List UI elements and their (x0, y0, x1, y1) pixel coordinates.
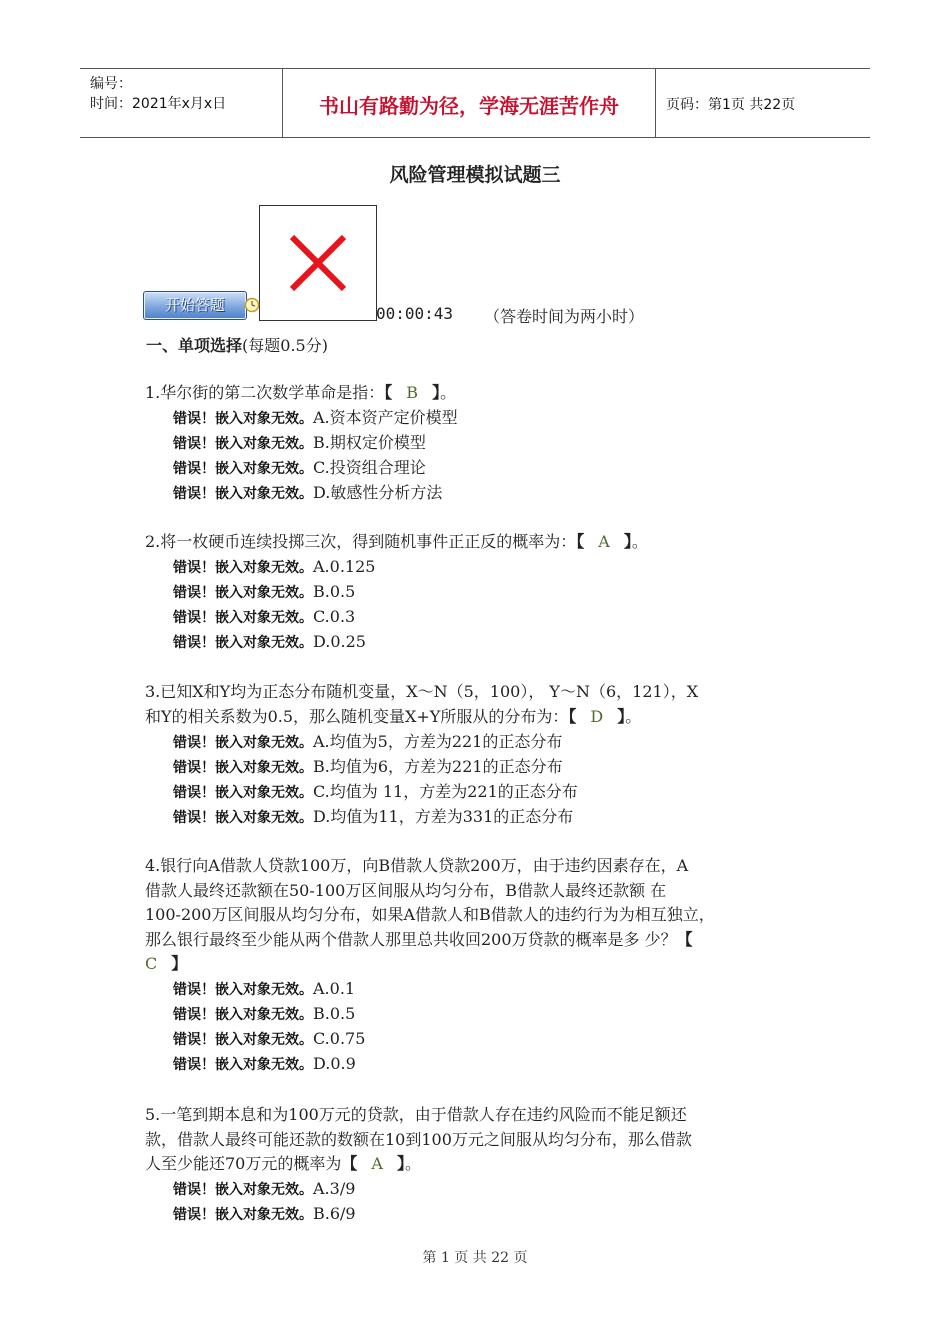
option-text: B.均值为6，方差为221的正态分布 (313, 756, 563, 776)
option-row[interactable] (173, 805, 573, 830)
embed-error-text: 错误！嵌入对象无效。 (173, 982, 313, 998)
option-text: A.3/9 (313, 1179, 356, 1198)
header-page-info: 页码：第1页 共22页 (666, 97, 796, 113)
bracket-open: 【 (568, 706, 577, 726)
question-stem (145, 680, 805, 729)
option-row[interactable] (173, 1177, 355, 1202)
option-row[interactable] (173, 605, 355, 630)
bracket-open: 【 (341, 1154, 358, 1173)
question-text-line: 借款人最终还款额在50-100万区间服从均匀分布，B借款人最终还款额 在 (145, 880, 667, 900)
broken-image-x-icon (288, 233, 348, 293)
section-heading (146, 333, 328, 356)
question-text-line: 100-200万区间服从均匀分布，如果A借款人和B借款人的违约行为为相互独立， (145, 905, 715, 924)
option-text: C.均值为 11，方差为221的正态分布 (313, 781, 578, 801)
option-row[interactable] (173, 730, 562, 755)
embed-error-text: 错误！嵌入对象无效。 (173, 486, 313, 502)
embed-error-text: 错误！嵌入对象无效。 (173, 1057, 313, 1073)
countdown-timer: 00:00:43 (376, 304, 454, 323)
question-stem (145, 854, 805, 977)
sentence-end: 。 (631, 532, 648, 551)
answer-letter: D (590, 706, 604, 726)
option-row[interactable] (173, 755, 563, 780)
bracket-close: 】 (396, 1154, 405, 1173)
answer-letter: B (406, 383, 419, 402)
option-text: D.0.9 (313, 1054, 356, 1073)
option-text: A.0.125 (313, 557, 376, 576)
embed-error-text: 错误！嵌入对象无效。 (173, 461, 313, 477)
embed-error-text: 错误！嵌入对象无效。 (173, 436, 313, 452)
document-number-label: 编号： (90, 76, 132, 92)
start-answer-button[interactable]: 开始答题 (143, 291, 247, 320)
time-limit-note: （答卷时间为两小时） (484, 307, 645, 326)
option-text: A.均值为5，方差为221的正态分布 (313, 731, 563, 751)
option-row[interactable] (173, 1052, 356, 1077)
question-text-line: 1.华尔街的第二次数学革命是指： (145, 383, 385, 402)
option-text: C.投资组合理论 (313, 458, 426, 477)
question-text-line: 款，借款人最终可能还款的数额在10到100万元之间服从均匀分布，那么借款 (145, 1129, 692, 1149)
answer-letter: A (371, 1154, 383, 1173)
sentence-end: 。 (440, 383, 457, 402)
option-text: A.资本资产定价模型 (313, 408, 458, 427)
bracket-close: 】 (171, 954, 188, 973)
option-text: B.6/9 (313, 1204, 356, 1223)
document-title: 风险管理模拟试题三 (389, 164, 561, 186)
question-text-line: 人至少能还70万元的概率为 (145, 1154, 342, 1173)
option-row[interactable] (173, 580, 355, 605)
header-page-cell (656, 69, 870, 137)
option-text: C.0.3 (313, 607, 356, 626)
embed-error-text: 错误！嵌入对象无效。 (173, 585, 313, 601)
embed-error-text: 错误！嵌入对象无效。 (173, 1182, 313, 1198)
sentence-end: 。 (625, 706, 642, 726)
question-text-line: 3.已知X和Y均为正态分布随机变量，X～N（5，100）， Y～N（6，121），X (145, 682, 699, 701)
option-row[interactable] (173, 1202, 356, 1227)
option-text: B.0.5 (313, 582, 356, 601)
section-score-note: (每题0.5分) (242, 336, 328, 355)
embed-error-text: 错误！嵌入对象无效。 (173, 734, 313, 751)
option-text: B.0.5 (313, 1004, 356, 1023)
option-row[interactable] (173, 977, 355, 1002)
bracket-open: 【 (576, 532, 585, 551)
embed-error-text: 错误！嵌入对象无效。 (173, 784, 313, 801)
bracket-close: 】 (617, 706, 626, 726)
embed-error-text: 错误！嵌入对象无效。 (173, 1032, 313, 1048)
embed-error-text: 错误！嵌入对象无效。 (173, 1207, 313, 1223)
bracket-close: 】 (432, 383, 441, 402)
sentence-end: 。 (404, 1154, 421, 1173)
bracket-open: 【 (384, 383, 393, 402)
bracket-close: 】 (623, 532, 632, 551)
option-row[interactable] (173, 780, 578, 805)
option-text: C.0.75 (313, 1029, 366, 1048)
option-row[interactable] (173, 555, 375, 580)
option-row[interactable] (173, 431, 426, 456)
header-motto-cell (282, 69, 656, 137)
embed-error-text: 错误！嵌入对象无效。 (173, 610, 313, 626)
question-text-line: 那么银行最终至少能从两个借款人那里总共收回200万贷款的概率是多 少？ (145, 929, 677, 949)
bracket-open: 【 (676, 929, 693, 949)
option-row[interactable] (173, 630, 366, 655)
question-stem (145, 530, 805, 555)
answer-letter: C (145, 954, 158, 973)
page-footer: 第 1 页 共 22 页 (422, 1250, 528, 1266)
answer-letter: A (598, 532, 610, 551)
option-row[interactable] (173, 456, 426, 481)
embed-error-text: 错误！嵌入对象无效。 (173, 560, 313, 576)
option-text: B.期权定价模型 (313, 433, 426, 452)
embed-error-text: 错误！嵌入对象无效。 (173, 635, 313, 651)
embed-error-text: 错误！嵌入对象无效。 (173, 759, 313, 776)
question-text-line: 4.银行向A借款人贷款100万，向B借款人贷款200万，由于违约因素存在，A (145, 856, 689, 875)
option-text: A.0.1 (313, 979, 356, 998)
clock-icon (244, 297, 260, 313)
question-text-line: 2.将一枚硬币连续投掷三次，得到随机事件正正反的概率为： (145, 532, 577, 551)
document-date-label: 时间：2021年x月x日 (90, 96, 227, 112)
option-text: D.敏感性分析方法 (313, 483, 443, 502)
option-row[interactable] (173, 406, 458, 431)
section-title: 一、单项选择 (146, 336, 243, 355)
embed-error-text: 错误！嵌入对象无效。 (173, 809, 313, 826)
option-row[interactable] (173, 481, 442, 506)
embed-error-text: 错误！嵌入对象无效。 (173, 1007, 313, 1023)
option-text: D.0.25 (313, 632, 366, 651)
option-text: D.均值为11，方差为331的正态分布 (313, 806, 574, 826)
embed-error-text: 错误！嵌入对象无效。 (173, 411, 313, 427)
document-header (80, 68, 870, 138)
header-meta-cell (80, 69, 282, 137)
question-text-line: 5.一笔到期本息和为100万元的贷款，由于借款人存在违约风险而不能足额还 (145, 1105, 687, 1124)
question-text-line: 和Y的相关系数为0.5，那么随机变量X+Y所服从的分布为： (145, 706, 569, 726)
question-stem (145, 1103, 805, 1177)
option-row[interactable] (173, 1002, 355, 1027)
header-motto: 书山有路勤为径，学海无涯苦作舟 (319, 94, 619, 118)
option-row[interactable] (173, 1027, 365, 1052)
broken-image-placeholder (259, 205, 377, 321)
question-stem (145, 381, 805, 406)
